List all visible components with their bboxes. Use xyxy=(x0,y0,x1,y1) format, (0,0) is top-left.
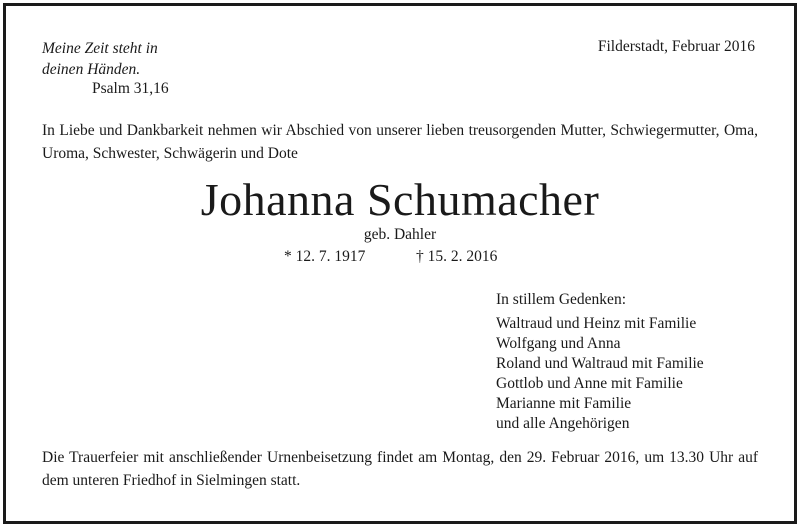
death-date: † 15. 2. 2016 xyxy=(416,248,498,265)
list-item: Wolfgang und Anna xyxy=(496,335,621,352)
list-item: Gottlob und Anne mit Familie xyxy=(496,375,683,392)
deceased-name: Johanna Schumacher xyxy=(200,174,600,225)
mourners-heading: In stillem Gedenken: xyxy=(496,291,626,308)
list-item: Marianne mit Familie xyxy=(496,395,632,412)
intro-text: In Liebe und Dankbarkeit nehmen wir Abschied von unserer lieben treusorgenden Mutter, Schwiegermutter, Oma, Uroma, Schwester, Schwägerin und Dote xyxy=(42,122,758,162)
bible-verse xyxy=(42,38,158,80)
list-item: Roland und Waltraud mit Familie xyxy=(496,355,704,372)
verse-line-1: Meine Zeit steht in xyxy=(42,40,158,57)
list-item: Waltraud und Heinz mit Familie xyxy=(496,315,697,332)
mourners-list xyxy=(496,290,704,434)
list-item: und alle Angehörigen xyxy=(496,415,630,432)
maiden-name: geb. Dahler xyxy=(363,226,437,243)
funeral-notice: Die Trauerfeier mit anschließender Urnenbeisetzung findet am Montag, den 29. Februar 2016, um 13.30 Uhr auf dem unteren Friedhof in Sielmingen statt. xyxy=(42,449,758,489)
place-date: Filderstadt, Februar 2016 xyxy=(597,38,755,55)
verse-source: Psalm 31,16 xyxy=(92,80,169,97)
birth-date: * 12. 7. 1917 xyxy=(284,248,366,265)
verse-line-2: deinen Händen. xyxy=(42,61,141,78)
